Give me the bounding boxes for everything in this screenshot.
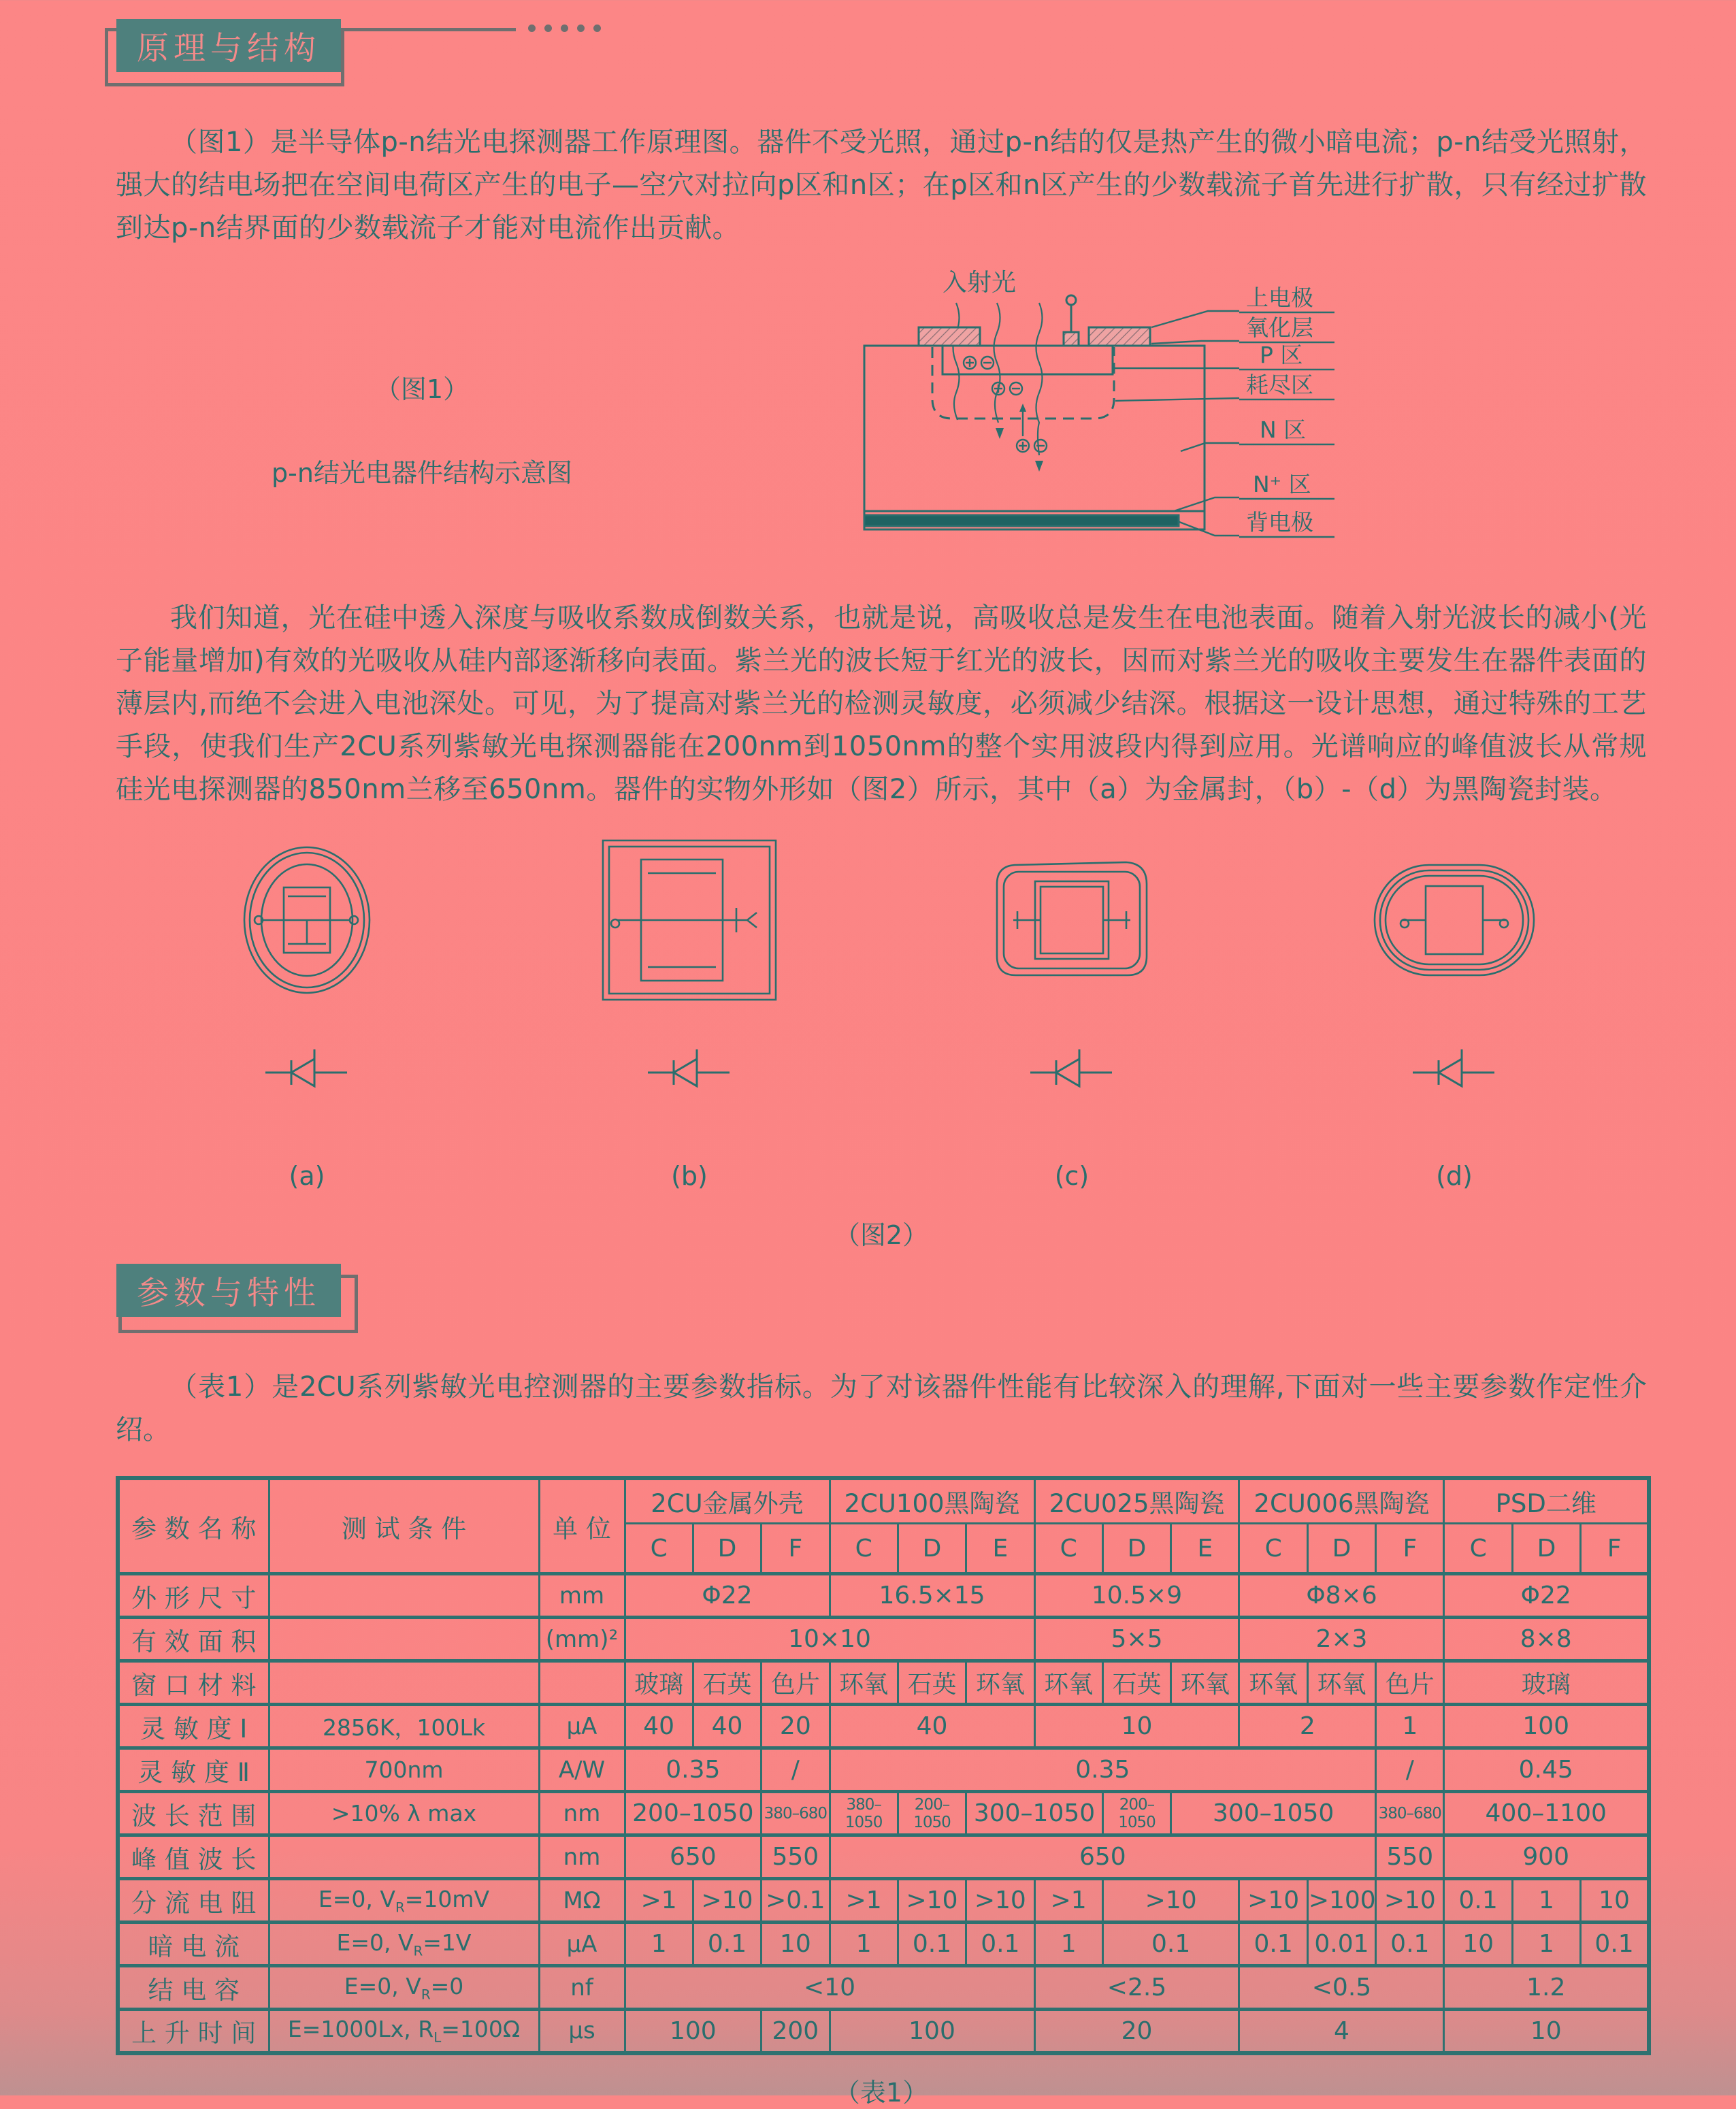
row-test-condition: [269, 1618, 539, 1661]
section-header-rule: [344, 28, 516, 31]
row-value: >10: [966, 1879, 1034, 1923]
section-header-principle: [105, 19, 1647, 101]
label-n-region: N 区: [1260, 416, 1307, 443]
row-value: 0.1: [1444, 1879, 1512, 1923]
figure2-label-d: (d): [1436, 1161, 1473, 1191]
figure2-caption: （图2）: [834, 1220, 929, 1250]
row-value: 玻璃: [625, 1661, 693, 1705]
label-depletion-region: 耗尽区: [1246, 372, 1313, 398]
table-row: [118, 1705, 1649, 1748]
table-row: [118, 1748, 1649, 1792]
figure2-item-c: [881, 834, 1263, 1191]
parameters-table: [116, 1476, 1651, 2055]
header-grade-letter: C: [1034, 1524, 1102, 1574]
row-value: 1.2: [1444, 1966, 1649, 2010]
row-value: 0.35: [625, 1748, 761, 1792]
header-test-condition: 测 试 条 件: [269, 1478, 539, 1574]
row-value: /: [1376, 1748, 1444, 1792]
figure1-diagram: [854, 267, 1337, 576]
header-grade-letter: F: [1376, 1524, 1444, 1574]
paragraph-principle: （图1）是半导体p-n结光电探测器工作原理图。器件不受光照，通过p-n结的仅是热产生的微小暗电流；p-n结受光照射，强大的结电场把在空间电荷区产生的电子—空穴对拉向p区和n区；在p区和n区产生的少数载流子首先进行扩散，只有经过扩散到达p-n结界面的少数载流子才能对电流作出贡献。: [116, 127, 1647, 244]
row-value: 20: [1034, 2010, 1239, 2053]
header-grade-letter: D: [693, 1524, 761, 1574]
table-row: [118, 1574, 1649, 1618]
row-parameter-name: 分 流 电 阻: [118, 1879, 269, 1923]
row-value: 200: [761, 2010, 830, 2053]
row-parameter-name: 暗 电 流: [118, 1923, 269, 1966]
row-value: <10: [625, 1966, 1034, 2010]
header-grade-letter: E: [966, 1524, 1034, 1574]
document-page: [0, 19, 1736, 2108]
row-value: 400–1100: [1444, 1792, 1649, 1835]
header-device-group: 2CU025黑陶瓷: [1034, 1478, 1239, 1524]
paragraph-table-intro: （表1）是2CU系列紫敏光电控测器的主要参数指标。为了对该器件性能有比较深入的理解,下面对一些主要参数作定性介绍。: [116, 1371, 1647, 1445]
row-value: 300–1050: [1171, 1792, 1376, 1835]
row-value: 650: [830, 1835, 1376, 1879]
figure2: [116, 834, 1647, 1252]
row-value: 1: [625, 1923, 693, 1966]
back-electrode-bar: [864, 515, 1179, 526]
row-test-condition: 700nm: [269, 1748, 539, 1792]
label-n-plus-region: N⁺ 区: [1253, 471, 1311, 497]
row-value: 0.1: [1581, 1923, 1649, 1966]
row-value: <2.5: [1034, 1966, 1239, 2010]
row-unit: μA: [539, 1705, 625, 1748]
package-rounded-ceramic-icon: [993, 860, 1151, 981]
section-title-box: [116, 19, 341, 72]
row-unit: mm: [539, 1574, 625, 1618]
row-value: >10: [693, 1879, 761, 1923]
row-value: 550: [761, 1835, 830, 1879]
row-value: 石英: [693, 1661, 761, 1705]
row-value: 100: [625, 2010, 761, 2053]
row-value: 0.45: [1444, 1748, 1649, 1792]
row-test-condition: E=1000Lx, $R_L=100\Omega$: [269, 2010, 539, 2053]
header-device-group: 2CU100黑陶瓷: [830, 1478, 1034, 1524]
photodiode-symbol-icon: [1413, 1048, 1496, 1093]
contact-pad: [1064, 332, 1079, 346]
row-parameter-name: 窗 口 材 料: [118, 1661, 269, 1705]
figure2-item-b: [498, 834, 881, 1191]
header-grade-letter: F: [1581, 1524, 1649, 1574]
row-value: 0.1: [1239, 1923, 1307, 1966]
row-test-condition: >10% λ max: [269, 1792, 539, 1835]
row-value: >100: [1307, 1879, 1375, 1923]
row-value: 5×5: [1034, 1618, 1239, 1661]
row-value: 环氧: [1307, 1661, 1375, 1705]
row-unit: μs: [539, 2010, 625, 2053]
row-unit: nm: [539, 1835, 625, 1879]
row-value: >1: [830, 1879, 898, 1923]
row-value: >10: [898, 1879, 966, 1923]
row-value: 100: [830, 2010, 1034, 2053]
table-row: [118, 1923, 1649, 1966]
row-test-condition: E=0, $V_R=1V$: [269, 1923, 539, 1966]
row-value: 石英: [898, 1661, 966, 1705]
figure1-labels: [1239, 284, 1334, 537]
figure2-label-b: (b): [671, 1161, 708, 1191]
top-electrode-left: [919, 327, 980, 346]
header-device-group: 2CU006黑陶瓷: [1239, 1478, 1444, 1524]
row-value: 环氧: [966, 1661, 1034, 1705]
row-parameter-name: 结 电 容: [118, 1966, 269, 2010]
row-value: 0.1: [1376, 1923, 1444, 1966]
row-unit: [539, 1661, 625, 1705]
figure1-caption-text: p-n结光电器件结构示意图: [272, 458, 572, 488]
pin-terminal-icon: [1066, 295, 1076, 305]
row-value: /: [761, 1748, 830, 1792]
row-value: 色片: [761, 1661, 830, 1705]
header-grade-letter: E: [1171, 1524, 1239, 1574]
package-round-metal-icon: [242, 845, 372, 996]
section2-title: 参数与特性: [137, 1274, 321, 1312]
photodiode-symbol-icon: [1030, 1048, 1113, 1093]
row-value: 900: [1444, 1835, 1649, 1879]
row-value: 环氧: [830, 1661, 898, 1705]
row-parameter-name: 有 效 面 积: [118, 1618, 269, 1661]
row-value: 10×10: [625, 1618, 1034, 1661]
row-value: 40: [693, 1705, 761, 1748]
table-row: [118, 1661, 1649, 1705]
figure1-caption-number: （图1）: [374, 374, 470, 404]
row-value: >1: [625, 1879, 693, 1923]
row-value: 1: [1512, 1879, 1580, 1923]
header-grade-letter: F: [761, 1524, 830, 1574]
row-value: >10: [1376, 1879, 1444, 1923]
package-square-ceramic-icon: [600, 838, 779, 1002]
row-value: 16.5×15: [830, 1574, 1034, 1618]
row-value: 4: [1239, 2010, 1444, 2053]
row-value: 环氧: [1034, 1661, 1102, 1705]
row-value: >10: [1239, 1879, 1307, 1923]
top-electrode-right: [1089, 327, 1150, 346]
header-device-group: PSD二维: [1444, 1478, 1649, 1524]
row-value: 10.5×9: [1034, 1574, 1239, 1618]
figure1: [116, 267, 1647, 576]
row-value: 环氧: [1239, 1661, 1307, 1705]
section-title-box: [116, 1264, 341, 1317]
row-value: 0.35: [830, 1748, 1376, 1792]
electron-hole-pairs-icon: [964, 357, 1047, 452]
package-oval-ceramic-icon: [1372, 860, 1537, 981]
row-unit: μA: [539, 1923, 625, 1966]
table-row: [118, 1835, 1649, 1879]
row-value: 10: [1444, 2010, 1649, 2053]
figure2-label-c: (c): [1054, 1161, 1090, 1191]
row-value: 10: [1444, 1923, 1512, 1966]
label-p-region: P 区: [1260, 342, 1303, 368]
photodiode-symbol-icon: [265, 1048, 348, 1093]
label-back-electrode: 背电极: [1246, 509, 1313, 536]
row-value: 650: [625, 1835, 761, 1879]
figure1-caption: [116, 267, 728, 576]
label-oxide-layer: 氧化层: [1246, 314, 1313, 341]
figure2-item-a: [116, 834, 498, 1191]
row-parameter-name: 外 形 尺 寸: [118, 1574, 269, 1618]
row-value: 10: [761, 1923, 830, 1966]
row-test-condition: E=0, $V_R=0$: [269, 1966, 539, 2010]
header-parameter-name: 参 数 名 称: [118, 1478, 269, 1574]
row-value: 1: [1034, 1923, 1102, 1966]
row-value: 380–680: [1376, 1792, 1444, 1835]
parameters-table-wrap: [116, 1476, 1647, 2109]
table-row: [118, 1792, 1649, 1835]
row-value: >10: [1102, 1879, 1239, 1923]
section-header-parameters: [105, 1264, 1647, 1345]
row-test-condition: 2856K，100Lk: [269, 1705, 539, 1748]
label-top-electrode: 上电极: [1246, 284, 1313, 311]
row-value: 200–1050: [625, 1792, 761, 1835]
row-value: 380–1050: [830, 1792, 898, 1835]
row-value: 40: [625, 1705, 693, 1748]
row-value: 10: [1581, 1879, 1649, 1923]
photodiode-symbol-icon: [648, 1048, 731, 1093]
row-unit: nf: [539, 1966, 625, 2010]
row-value: 1: [1376, 1705, 1444, 1748]
row-value: 环氧: [1171, 1661, 1239, 1705]
row-value: 1: [830, 1923, 898, 1966]
header-grade-letter: C: [1444, 1524, 1512, 1574]
table-caption: （表1）: [834, 2077, 929, 2108]
row-test-condition: [269, 1574, 539, 1618]
row-parameter-name: 灵 敏 度 Ⅰ: [118, 1705, 269, 1748]
section-header-dots-icon: [528, 24, 601, 32]
row-value: 色片: [1376, 1661, 1444, 1705]
header-unit: 单 位: [539, 1478, 625, 1574]
row-value: 0.1: [693, 1923, 761, 1966]
row-value: 0.1: [898, 1923, 966, 1966]
row-parameter-name: 上 升 时 间: [118, 2010, 269, 2053]
row-parameter-name: 峰 值 波 长: [118, 1835, 269, 1879]
header-grade-letter: C: [625, 1524, 693, 1574]
header-grade-letter: C: [830, 1524, 898, 1574]
row-value: >0.1: [761, 1879, 830, 1923]
row-value: Φ8×6: [1239, 1574, 1444, 1618]
row-value: 200–1050: [1102, 1792, 1170, 1835]
row-value: 2: [1239, 1705, 1376, 1748]
row-value: Φ22: [1444, 1574, 1649, 1618]
row-test-condition: [269, 1835, 539, 1879]
header-grade-letter: D: [1307, 1524, 1375, 1574]
p-region-box: [943, 346, 1113, 374]
row-value: 40: [830, 1705, 1034, 1748]
row-value: 20: [761, 1705, 830, 1748]
paragraph-absorption: 我们知道，光在硅中透入深度与吸收系数成倒数关系，也就是说，高吸收总是发生在电池表面。随着入射光波长的减小(光子能量增加)有效的光吸收从硅内部逐渐移向表面。紫兰光的波长短于红光的波长，因而对紫兰光的吸收主要发生在器件表面的薄层内,而绝不会进入电池深处。可见，为了提高对紫兰光的检测灵敏度，必须减少结深。根据这一设计思想，通过特殊的工艺手段，使我们生产2CU系列紫敏光电探测器能在200nm到1050nm的整个实用波段内得到应用。光谱响应的峰值波长从常规硅光电探测器的850nm兰移至650nm。器件的实物外形如（图2）所示，其中（a）为金属封，（b）-（d）为黑陶瓷封装。: [116, 602, 1647, 805]
table-row: [118, 2010, 1649, 2053]
header-device-group: 2CU金属外壳: [625, 1478, 830, 1524]
row-unit: nm: [539, 1792, 625, 1835]
row-value: 300–1050: [966, 1792, 1103, 1835]
row-value: 2×3: [1239, 1618, 1444, 1661]
row-value: 100: [1444, 1705, 1649, 1748]
row-unit: A/W: [539, 1748, 625, 1792]
table-row: [118, 1879, 1649, 1923]
row-unit: (mm)²: [539, 1618, 625, 1661]
row-parameter-name: 波 长 范 围: [118, 1792, 269, 1835]
header-grade-letter: D: [898, 1524, 966, 1574]
row-value: 10: [1034, 1705, 1239, 1748]
row-value: 0.1: [1102, 1923, 1239, 1966]
row-unit: MΩ: [539, 1879, 625, 1923]
header-grade-letter: D: [1512, 1524, 1580, 1574]
table-row: [118, 1966, 1649, 2010]
figure2-label-a: (a): [289, 1161, 325, 1191]
table-row: [118, 1618, 1649, 1661]
figure2-item-d: [1263, 834, 1645, 1191]
row-value: 1: [1512, 1923, 1580, 1966]
row-value: 550: [1376, 1835, 1444, 1879]
incident-light-label: 入射光: [943, 269, 1017, 297]
header-grade-letter: C: [1239, 1524, 1307, 1574]
row-test-condition: [269, 1661, 539, 1705]
row-value: Φ22: [625, 1574, 830, 1618]
header-grade-letter: D: [1102, 1524, 1170, 1574]
row-value: 8×8: [1444, 1618, 1649, 1661]
row-value: 380–680: [761, 1792, 830, 1835]
row-value: 0.01: [1307, 1923, 1375, 1966]
row-value: 石英: [1102, 1661, 1170, 1705]
row-parameter-name: 灵 敏 度 Ⅱ: [118, 1748, 269, 1792]
row-value: >1: [1034, 1879, 1102, 1923]
row-value: 200–1050: [898, 1792, 966, 1835]
row-value: 玻璃: [1444, 1661, 1649, 1705]
row-test-condition: E=0, $V_R=10mV$: [269, 1879, 539, 1923]
row-value: <0.5: [1239, 1966, 1444, 2010]
pn-junction-diagram: [854, 267, 1337, 574]
section1-title: 原理与结构: [137, 29, 321, 67]
row-value: 0.1: [966, 1923, 1034, 1966]
